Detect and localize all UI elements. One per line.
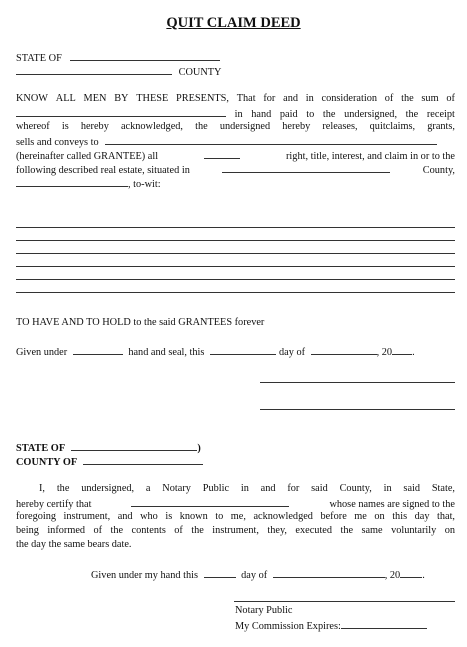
notary-state-line: STATE OF ) — [16, 440, 201, 455]
notary-day-blank[interactable] — [204, 567, 236, 578]
notary-state-blank[interactable] — [71, 440, 197, 451]
p1-line-1: KNOW ALL MEN BY THESE PRESENTS, That for and in consideration of the sum of — [16, 93, 455, 104]
certify-names-blank[interactable] — [131, 496, 289, 507]
p1-line-4: sells and conveys to — [16, 134, 437, 149]
interest-blank[interactable] — [204, 148, 240, 159]
county-label: COUNTY — [178, 67, 222, 78]
legal-description-line-5[interactable] — [16, 279, 455, 280]
commission-expires-line: My Commission Expires: — [235, 618, 427, 633]
county-blank[interactable] — [16, 64, 172, 75]
grantor-signature-line-2[interactable] — [260, 409, 455, 410]
p2-line-2: hereby certify that whose names are signed to the — [16, 496, 455, 511]
state-of-label: STATE OF — [16, 53, 62, 64]
given-year-blank[interactable] — [392, 344, 412, 355]
grantor-signature-line-1[interactable] — [260, 382, 455, 383]
given-day-blank[interactable] — [210, 344, 276, 355]
legal-description-line-3[interactable] — [16, 253, 455, 254]
given-under-line: Given under hand and seal, this day of , 20 . — [16, 344, 415, 359]
notary-public-label: Notary Public — [235, 605, 293, 616]
commission-expires-blank[interactable] — [341, 618, 427, 629]
state-blank[interactable] — [70, 50, 220, 61]
p2-line-1: I, the undersigned, a Notary Public in and for said County, in said State, — [39, 483, 455, 494]
p2-line-3: foregoing instrument, and who is known to me, acknowledged before me on this day that, — [16, 511, 455, 522]
notary-given-line: Given under my hand this day of , 20 . — [91, 567, 425, 582]
legal-description-line-6[interactable] — [16, 292, 455, 293]
notary-month-blank[interactable] — [273, 567, 385, 578]
p2-line-4: being informed of the contents of the instrument, they, executed the same voluntarily on — [16, 525, 455, 536]
notary-county-line: COUNTY OF — [16, 454, 203, 469]
document-title: QUIT CLAIM DEED — [166, 15, 301, 31]
p1-line-3: whereof is hereby acknowledged, the undersigned hereby releases, quitclaims, grants, — [16, 121, 455, 132]
p1-line-5: (hereinafter called GRANTEE) all right, title, interest, and claim in or to the — [16, 148, 455, 163]
p1-line-6: following described real estate, situated in County, — [16, 162, 455, 177]
given-under-blank[interactable] — [73, 344, 123, 355]
legal-description-line-1[interactable] — [16, 227, 455, 228]
p2-line-5: the day the same bears date. — [16, 539, 132, 550]
grantee-name-blank[interactable] — [105, 134, 437, 145]
state-situated-blank[interactable] — [16, 176, 128, 187]
p1-line-2: in hand paid to the undersigned, the receipt — [16, 106, 455, 121]
consideration-amount-blank[interactable] — [16, 106, 226, 117]
county-line — [16, 64, 221, 79]
p1-line-7: , to-wit: — [16, 176, 161, 191]
county-situated-blank[interactable] — [222, 162, 390, 173]
notary-county-blank[interactable] — [83, 454, 203, 465]
habendum-clause: TO HAVE AND TO HOLD to the said GRANTEES forever — [16, 317, 265, 328]
notary-year-blank[interactable] — [400, 567, 422, 578]
legal-description-line-4[interactable] — [16, 266, 455, 267]
legal-description-line-2[interactable] — [16, 240, 455, 241]
given-month-blank[interactable] — [311, 344, 377, 355]
notary-signature-line[interactable] — [234, 601, 455, 602]
